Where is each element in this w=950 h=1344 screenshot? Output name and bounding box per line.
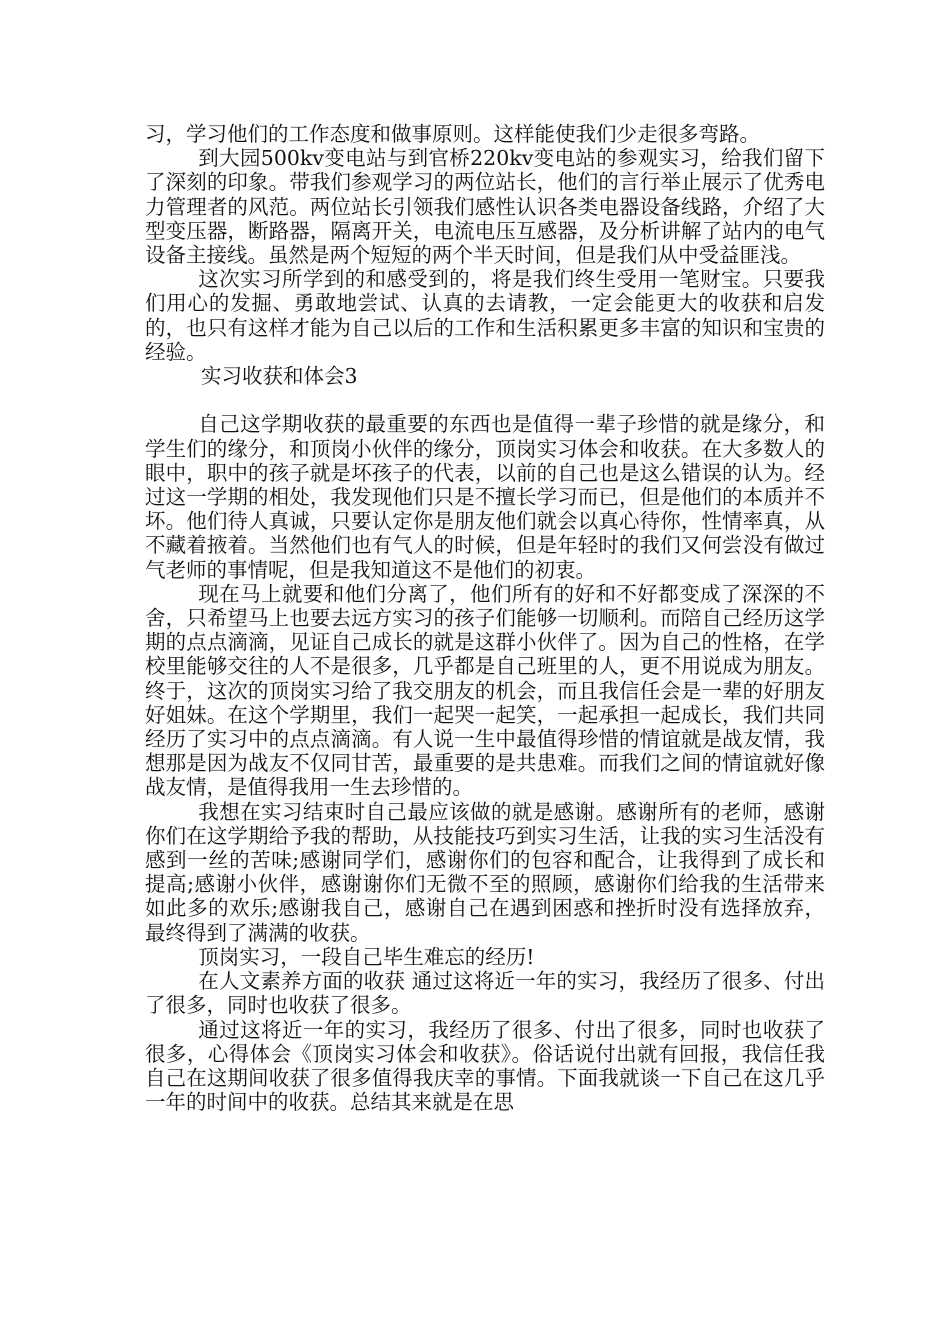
paragraph-parting: 现在马上就要和他们分离了，他们所有的好和不好都变成了深深的不舍，只希望马上也要去远方实习的孩子们能够一切顺利。而陪自己经历这学期的点点滴滴，见证自己成长的就是这群小伙伴了。因为自己的性格，在学校里能够交往的人不是很多，几乎都是自己班里的人，更不用说成为朋友。终于，这次的顶岗实习给了我交朋友的机会，而且我信任会是一辈的好朋友好姐妹。在这个学期里，我们一起哭一起笑，一起承担一起成长，我们共同经历了实习中的点点滴滴。有人说一生中最值得珍惜的情谊就是战友情，我想那是因为战友不仅同甘苦，最重要的是共患难。而我们之间的情谊就好像战友情，是值得我用一生去珍惜的。 [145, 581, 825, 800]
paragraph-fate: 自己这学期收获的最重要的东西也是值得一辈子珍惜的就是缘分，和学生们的缘分，和顶岗小伙伴的缘分，顶岗实习体会和收获。在大多数人的眼中，职中的孩子就是坏孩子的代表，以前的自己也是这么错误的认为。经过这一学期的相处，我发现他们只是不擅长学习而已，但是他们的本质并不坏。他们待人真诚，只要认定你是朋友他们就会以真心待你，性情率真，从不藏着掖着。当然他们也有气人的时候，但是年轻时的我们又何尝没有做过气老师的事情呢，但是我知道这不是他们的初衷。 [145, 412, 825, 582]
document-body [145, 122, 825, 1114]
paragraph-unforgettable: 顶岗实习，一段自己毕生难忘的经历! [198, 944, 535, 969]
paragraph-humanities: 在人文素养方面的收获 通过这将近一年的实习，我经历了很多、付出了很多，同时也收获了很多。 [145, 969, 825, 1018]
paragraph-summary: 通过这将近一年的实习，我经历了很多、付出了很多，同时也收获了很多，心得体会《顶岗实习体会和收获》。俗话说付出就有回报，我信任我自己在这期间收获了很多值得我庆幸的事情。下面我就谈一下自己在这几乎一年的时间中的收获。总结其来就是在思 [145, 1017, 825, 1115]
paragraph-gratitude: 我想在实习结束时自己最应该做的就是感谢。感谢所有的老师，感谢你们在这学期给予我的帮助，从技能技巧到实习生活，让我的实习生活没有感到一丝的苦味;感谢同学们，感谢你们的包容和配合，让我得到了成长和提高;感谢小伙伴，感谢谢你们无微不至的照顾，感谢你们给我的生活带来如此多的欢乐;感谢我自己，感谢自己在遇到困惑和挫折时没有选择放弃，最终得到了满满的收获。 [145, 799, 825, 945]
paragraph-internship-value: 这次实习所学到的和感受到的，将是我们终生受用一笔财宝。只要我们用心的发掘、勇敢地尝试、认真的去请教，一定会能更大的收获和启发的，也只有这样才能为自己以后的工作和生活积累更多丰富的知识和宝贵的经验。 [145, 267, 825, 364]
paragraph-substation-visit: 到大园500kv变电站与到官桥220kv变电站的参观实习，给我们留下了深刻的印象。带我们参观学习的两位站长，他们的言行举止展示了优秀电力管理者的风范。两位站长引领我们感性认识各类电器设备线路，介绍了大型变压器，断路器，隔离开关，电流电压互感器，及分析讲解了站内的电气设备主接线。虽然是两个短短的两个半天时间，但是我们从中受益匪浅。 [145, 146, 825, 268]
section-heading: 实习收获和体会3 [201, 364, 358, 389]
blank-line [145, 388, 825, 412]
paragraph-continuation: 习，学习他们的工作态度和做事原则。这样能使我们少走很多弯路。 [145, 122, 760, 146]
